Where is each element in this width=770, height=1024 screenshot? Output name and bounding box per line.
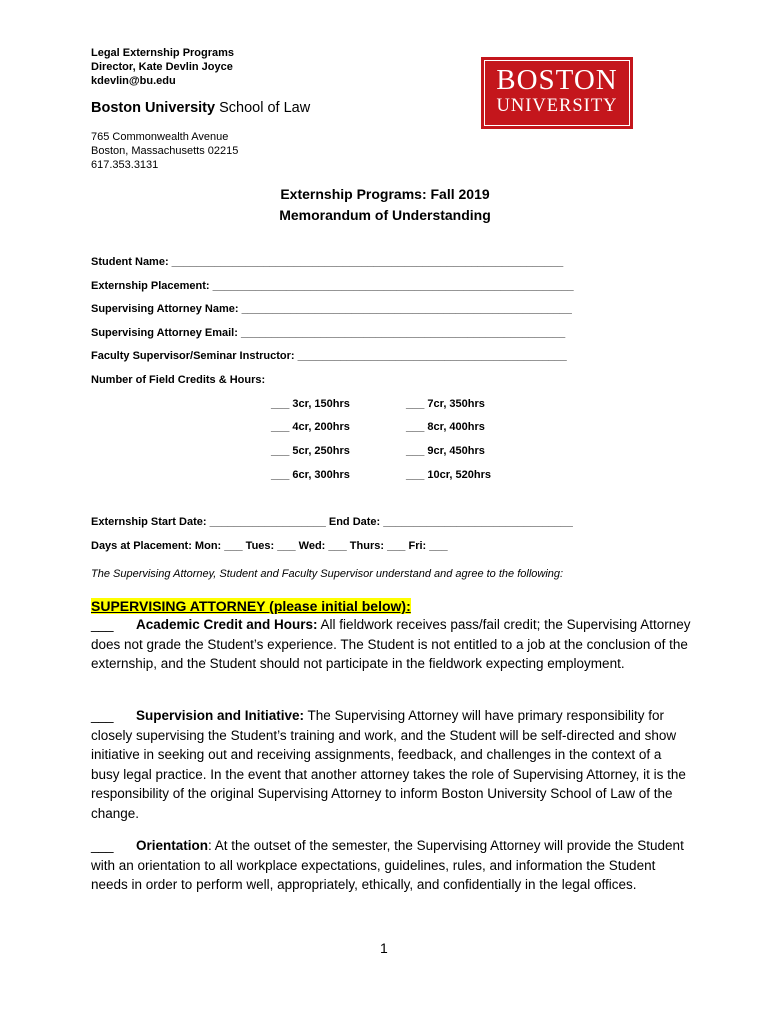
paragraph-text-line: The Supervising Attorney will have primary responsibility for (304, 708, 664, 723)
address-city: Boston, Massachusetts 02215 (91, 145, 239, 157)
credit-option-6cr[interactable]: ___ 6cr, 300hrs (271, 469, 350, 481)
credit-option-3cr[interactable]: ___ 3cr, 150hrs (271, 398, 350, 410)
address-street: 765 Commonwealth Avenue (91, 131, 229, 143)
initial-blank[interactable]: ___ (91, 617, 114, 632)
credit-option-7cr[interactable]: ___ 7cr, 350hrs (406, 398, 485, 410)
header-director: Director, Kate Devlin Joyce (91, 61, 233, 73)
title-line-1: Externship Programs: Fall 2019 (280, 186, 490, 202)
paragraph-text: Attorney does not grade the Student’s experience. The Student is not entitled to a job at the conclusion of the externship, and the Student should not participate in the fieldwork expecting employment. (91, 617, 691, 671)
program-header (91, 46, 234, 88)
school-name (91, 100, 310, 116)
logo-line-university: UNIVERSITY (496, 96, 618, 116)
page-number: 1 (380, 940, 388, 956)
supervising-attorney-name-field[interactable]: Supervising Attorney Name: ______________________________________________________ (91, 303, 572, 315)
header-email: kdevlin@bu.edu (91, 75, 176, 87)
agreement-intro: The Supervising Attorney, Student and Faculty Supervisor understand and agree to the following: (91, 568, 564, 580)
paragraph-heading: Supervision and Initiative: (136, 708, 305, 723)
school-name-bold: Boston University (91, 100, 216, 116)
days-at-placement-field[interactable]: Days at Placement: Mon: ___ Tues: ___ Wed: ___ Thurs: ___ Fri: ___ (91, 540, 448, 552)
initial-blank[interactable]: ___ (91, 838, 114, 853)
address-phone: 617.353.3131 (91, 159, 159, 171)
externship-placement-field[interactable]: Externship Placement: ___________________________________________________________ (91, 280, 574, 292)
orientation-paragraph (91, 836, 691, 895)
header-program: Legal Externship Programs (91, 47, 235, 59)
school-name-rest: School of Law (215, 100, 311, 116)
school-address (91, 130, 238, 172)
paragraph-text-line: All fieldwork receives pass/fail credit; the Supervising (317, 617, 638, 632)
credits-label: Number of Field Credits & Hours: (91, 374, 266, 386)
credit-option-8cr[interactable]: ___ 8cr, 400hrs (406, 421, 485, 433)
boston-university-logo (481, 57, 633, 129)
supervising-attorney-heading: SUPERVISING ATTORNEY (please initial below): (91, 598, 411, 614)
paragraph-text-line: : At the outset of the semester, the Supervising Attorney will provide the (208, 838, 634, 853)
academic-credit-paragraph (91, 615, 691, 674)
start-end-date-field[interactable]: Externship Start Date: ___________________ End Date: _______________________________ (91, 516, 573, 528)
document-title (0, 184, 770, 226)
supervision-initiative-paragraph (91, 706, 691, 823)
credit-option-9cr[interactable]: ___ 9cr, 450hrs (406, 445, 485, 457)
initial-blank[interactable]: ___ (91, 708, 114, 723)
paragraph-text: closely supervising the Student’s training and work, and the Student will be self-directed and show initiative in seeking out and receiving assignments, feedback, and challenges in the context of a busy legal practice. In the event that another attorney takes the role of Supervising Attorney, it is the responsibility of the original Supervising Attorney to inform Boston University School of Law of the change. (91, 727, 686, 821)
credit-option-4cr[interactable]: ___ 4cr, 200hrs (271, 421, 350, 433)
paragraph-heading: Academic Credit and Hours: (136, 617, 318, 632)
supervising-attorney-email-field[interactable]: Supervising Attorney Email: _____________________________________________________ (91, 327, 566, 339)
credit-option-10cr[interactable]: ___ 10cr, 520hrs (406, 469, 492, 481)
paragraph-text: Student with an orientation to all workplace expectations, guidelines, rules, and information the Student needs in order to perform well, appropriately, ethically, and confidentially in the legal offices. (91, 838, 684, 892)
student-name-field[interactable]: Student Name: ________________________________________________________________ (91, 256, 564, 268)
logo-line-boston: BOSTON (496, 64, 618, 96)
paragraph-heading: Orientation (136, 838, 209, 853)
faculty-supervisor-field[interactable]: Faculty Supervisor/Seminar Instructor: ____________________________________________ (91, 350, 567, 362)
credit-option-5cr[interactable]: ___ 5cr, 250hrs (271, 445, 350, 457)
title-line-2: Memorandum of Understanding (279, 207, 491, 223)
